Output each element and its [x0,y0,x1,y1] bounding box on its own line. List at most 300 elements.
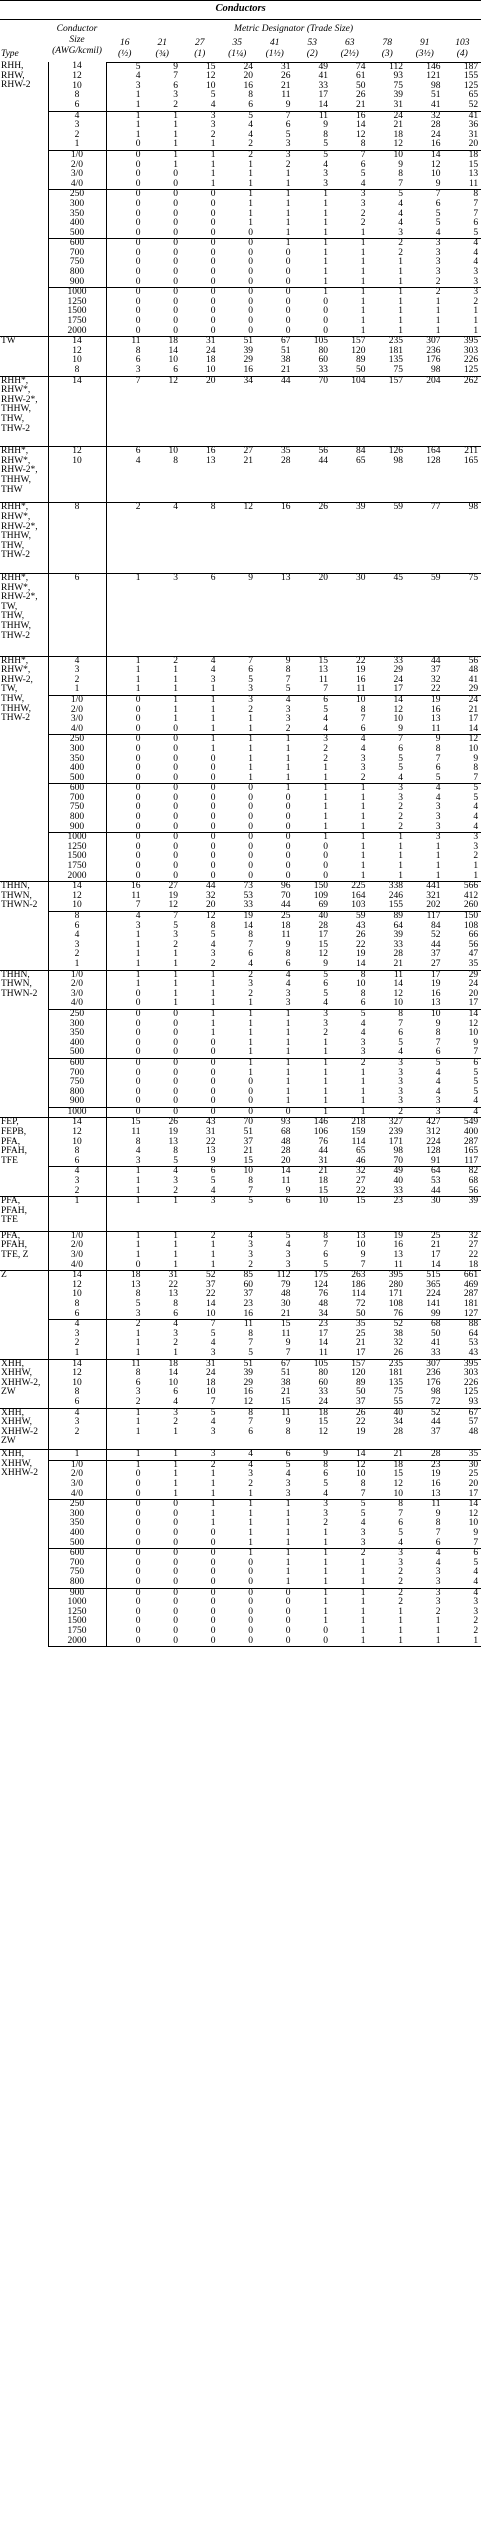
conductor-size-cell: 2/0 [48,980,106,990]
fill-count-cell: 1 [323,276,328,287]
fill-count-cell: 7 [210,1396,216,1407]
fill-count-cell: 0 [173,753,178,764]
fill-count-cell: 1 [144,970,182,980]
fill-count-cell: 11 [131,890,141,901]
fill-count-cell: 0 [181,784,219,794]
conductor-size-cell: 2/0 [48,161,106,171]
table-spacer-row [0,537,481,549]
table-row [0,1048,481,1058]
fill-count-cell: 1 [248,169,253,180]
fill-count-cell: 3 [444,288,481,298]
fill-count-cell: 187 [463,61,479,72]
fill-count-cell: 150 [444,912,481,922]
fill-count-cell: 7 [473,198,479,209]
conductor-type-label: RHH*, [1,502,29,513]
fill-count-cell: 9 [210,1155,216,1166]
conductor-size-cell: 1 [48,140,106,150]
fill-count-cell: 25 [468,1469,479,1480]
fill-count-cell: 2 [173,1338,178,1349]
fill-count-cell: 1 [135,1328,141,1339]
table-row [0,960,481,970]
fill-count-cell: 2 [219,150,257,160]
fill-count-cell: 0 [210,861,216,872]
fill-count-cell: 3 [473,267,479,278]
conductor-size-cell: 1500 [48,1617,106,1627]
fill-count-cell: 1 [181,695,219,705]
fill-count-cell: 1 [398,267,403,278]
fill-count-cell: 4 [135,71,141,82]
conductor-size-cell: 14 [48,1271,106,1281]
trade-size-header: (2) [294,49,332,63]
fill-count-cell: 1 [285,1086,291,1097]
fill-count-cell: 1 [323,1077,328,1088]
fill-count-cell: 4 [473,1577,479,1587]
fill-count-cell: 9 [285,1185,291,1196]
conductor-type-label: XHH, [1,1449,24,1460]
fill-count-cell: 176 [426,355,441,366]
fill-count-cell: 33 [431,1347,441,1358]
table-row [0,1177,481,1187]
fill-count-cell: 0 [173,772,178,783]
empty-fill-cell [106,549,481,561]
fill-count-cell: 0 [248,1597,253,1608]
fill-count-cell: 0 [210,772,216,783]
metric-size-header: 53 [307,37,317,48]
fill-count-cell: 0 [210,1037,216,1048]
table-row [0,685,481,695]
fill-count-cell: 1 [294,288,332,298]
fill-count-cell: 11 [281,1328,291,1339]
fill-count-cell: 14 [468,723,479,734]
fill-count-cell: 16 [256,503,294,513]
fill-count-cell: 29 [393,665,403,676]
fill-count-cell: 2 [473,1616,479,1627]
fill-count-cell: 13 [131,1279,141,1290]
fill-count-cell: 0 [135,998,141,1009]
fill-count-cell: 218 [331,1118,369,1128]
table-spacer-row [0,478,481,490]
fill-count-cell: 0 [135,296,141,307]
fill-count-cell: 23 [294,1320,332,1330]
fill-count-cell: 226 [463,355,479,366]
fill-count-cell: 50 [356,1387,366,1398]
fill-count-cell: 22 [168,1279,178,1290]
fill-count-cell: 0 [173,1625,178,1636]
fill-count-cell: 0 [173,178,178,189]
fill-count-cell: 121 [426,71,441,82]
conductor-type-label: RHW*, [1,511,31,522]
fill-count-cell: 37 [356,1396,366,1407]
table-row [0,121,481,131]
fill-count-cell: 0 [285,325,291,336]
fill-count-cell: 303 [463,1368,479,1379]
fill-count-cell: 3 [323,1018,328,1029]
fill-count-cell: 146 [294,1118,332,1128]
fill-count-cell: 24 [206,345,216,356]
conductor-size-cell: 1750 [48,862,106,872]
metric-size-header: 103 [455,37,470,48]
fill-count-cell: 8 [135,1368,141,1379]
conductor-size-cell: 600 [48,1549,106,1559]
fill-count-cell: 11 [131,1127,141,1138]
fill-count-cell: 2 [181,1460,219,1470]
fill-count-cell: 5 [210,1328,216,1339]
fill-count-cell: 0 [135,870,141,881]
fill-count-cell: 6 [323,1469,328,1480]
fill-count-cell: 34 [219,376,257,386]
fill-count-cell: 0 [173,1528,178,1539]
fill-count-cell: 33 [393,939,403,950]
fill-count-cell: 13 [431,1488,441,1499]
fill-count-cell: 1 [135,949,141,960]
fill-count-cell: 5 [360,1508,366,1519]
fill-count-cell: 1 [323,218,328,229]
fill-count-cell: 1 [294,833,332,843]
fill-count-cell: 4 [144,503,182,513]
fill-count-cell: 3 [210,1426,216,1437]
fill-count-cell: 2 [398,821,403,832]
fill-count-cell: 3 [294,1009,332,1019]
fill-count-cell: 1 [173,674,178,685]
fill-count-cell: 0 [248,276,253,287]
fill-count-cell: 1 [285,1508,291,1519]
fill-count-cell: 33 [318,365,328,375]
fill-count-cell: 1 [144,695,182,705]
fill-count-cell: 3 [398,792,403,803]
fill-count-cell: 1 [294,1058,332,1068]
fill-count-cell: 41 [468,674,479,685]
fill-count-cell: 20 [294,573,332,583]
fill-count-cell: 1 [331,239,369,249]
fill-count-cell: 0 [181,1058,219,1068]
fill-count-cell: 16 [243,365,253,375]
fill-count-cell: 8 [435,1028,441,1039]
fill-count-cell: 5 [256,1460,294,1470]
conductor-type-label: FEPB, [1,1127,27,1138]
fill-count-cell: 3 [398,1067,403,1078]
fill-count-cell: 0 [210,851,216,862]
fill-count-cell: 7 [285,674,291,685]
conductor-type-label: RHW-2*, [1,465,38,476]
fill-count-cell: 159 [351,1127,366,1138]
fill-count-cell: 5 [473,792,479,803]
fill-count-cell: 1 [369,833,407,843]
conductor-type-label: RHW*, [1,665,31,676]
conductor-size-cell: 350 [48,210,106,220]
fill-count-cell: 5 [135,61,141,72]
fill-count-cell: 37 [206,1279,216,1290]
fill-count-cell: 8 [435,743,441,754]
fill-count-cell: 5 [323,139,328,150]
fill-count-cell: 11 [256,1408,294,1418]
fill-count-cell: 60 [318,355,328,366]
fill-count-cell: 15 [468,159,479,170]
fill-count-cell: 5 [331,1009,369,1019]
fill-count-cell: 150 [294,882,332,892]
fill-count-cell: 0 [144,735,182,745]
fill-count-cell: 0 [135,812,141,823]
fill-count-cell: 0 [144,190,182,200]
fill-count-cell: 0 [173,802,178,813]
fill-count-cell: 2 [144,656,182,666]
fill-count-cell: 6 [294,695,332,705]
fill-count-cell: 22 [431,684,441,695]
fill-count-cell: 165 [463,455,479,466]
fill-count-cell: 43 [356,920,366,931]
fill-count-cell: 76 [318,1136,328,1147]
fill-count-cell: 36 [468,120,479,131]
fill-count-cell: 287 [463,1289,479,1300]
fill-count-cell: 1 [473,870,479,881]
conductor-size-cell: 12 [48,1369,106,1379]
conductor-size-cell: 400 [48,1529,106,1539]
fill-count-cell: 0 [323,861,328,872]
conductor-type-label: THHW, [1,404,31,415]
fill-count-cell: 4 [210,665,216,676]
fill-count-cell: 2 [398,802,403,813]
conductor-type-label: PFA, [1,1196,21,1207]
fill-count-cell: 0 [181,239,219,249]
fill-count-cell: 1 [435,1625,441,1636]
fill-count-cell: 65 [356,1146,366,1157]
table-row [0,774,481,784]
fill-count-cell: 114 [351,1136,366,1147]
table-row [0,91,481,101]
fill-count-cell: 3 [435,247,441,258]
fill-count-cell: 0 [106,150,144,160]
fill-count-cell: 1 [323,802,328,813]
fill-count-cell: 0 [173,1067,178,1078]
fill-count-cell: 4 [135,1146,141,1157]
fill-count-cell: 1 [398,1625,403,1636]
fill-count-cell: 5 [323,704,328,715]
fill-count-cell: 321 [426,890,441,901]
fill-count-cell: 27 [431,958,441,969]
fill-count-cell: 4 [444,1588,481,1598]
fill-count-cell: 9 [285,1417,291,1428]
fill-count-cell: 0 [135,1577,141,1587]
fill-count-cell: 30 [331,573,369,583]
fill-count-cell: 3 [248,1250,253,1260]
fill-count-cell: 0 [210,1528,216,1539]
fill-count-cell: 0 [173,1557,178,1568]
conductor-type-cell [0,62,48,337]
fill-count-cell: 1 [323,1597,328,1608]
empty-fill-cell [106,386,481,398]
fill-count-cell: 0 [173,812,178,823]
fill-count-cell: 10 [393,714,403,725]
fill-count-cell: 0 [181,833,219,843]
fill-count-cell: 0 [173,763,178,774]
fill-count-cell: 1 [173,139,178,150]
conductor-size-cell: 2/0 [48,1470,106,1480]
fill-count-cell: 1 [285,1577,291,1587]
fill-count-cell: 16 [106,882,144,892]
fill-count-cell: 14 [406,150,444,160]
conductor-type-label: PFA, [1,1230,21,1241]
fill-count-cell: 157 [369,376,407,386]
fill-count-cell: 1 [323,1606,328,1617]
fill-count-cell: 0 [210,1625,216,1636]
fill-count-cell: 48 [281,1289,291,1300]
conductor-type-label: XHHW, [1,1458,33,1469]
fill-count-cell: 0 [210,276,216,287]
table-body [0,1,481,1647]
fill-count-cell: 1 [219,1009,257,1019]
fill-count-cell: 75 [393,1387,403,1398]
fill-count-cell: 39 [444,1197,481,1207]
fill-count-cell: 3 [323,169,328,180]
fill-count-cell: 0 [144,1637,182,1647]
fill-count-cell: 0 [181,1107,219,1118]
fill-count-cell: 1 [323,1047,328,1058]
fill-count-cell: 1 [219,1058,257,1068]
conductor-type-label: THWN-2 [1,988,38,999]
fill-count-cell: 2 [248,988,253,999]
conductor-size-cell: 2 [48,1187,106,1197]
fill-count-cell: 1 [135,90,141,101]
fill-count-cell: 12 [431,159,441,170]
conductor-type-label: FEP, [1,1117,19,1128]
fill-count-cell: 10 [356,1240,366,1251]
conductor-type-label: RHW*, [1,455,31,466]
conductor-type-cell [0,656,48,882]
fill-count-cell: 0 [173,821,178,832]
fill-count-cell: 1 [173,665,178,676]
conductor-size-cell: 4/0 [48,1261,106,1271]
fill-count-cell: 1 [360,1625,366,1636]
fill-count-cell: 1 [360,1086,366,1097]
fill-count-cell: 1 [323,257,328,268]
fill-count-cell: 47 [468,949,479,960]
fill-count-cell: 26 [356,930,366,941]
fill-count-cell: 112 [389,61,403,72]
fill-count-cell: 0 [285,870,291,881]
conductor-size-cell: 12 [48,347,106,357]
table-row [0,1637,481,1647]
fill-count-cell: 7 [435,1037,441,1048]
fill-count-cell: 9 [256,656,294,666]
fill-count-cell: 0 [173,296,178,307]
fill-count-cell: 8 [173,1146,178,1157]
fill-count-cell: 12 [318,1426,328,1437]
fill-count-cell: 13 [331,1231,369,1241]
fill-count-cell: 4 [181,656,219,666]
fill-count-cell: 5 [398,753,403,764]
fill-count-cell: 32 [206,890,216,901]
fill-count-cell: 0 [106,735,144,745]
table-spacer-row [0,584,481,596]
fill-count-cell: 181 [388,1368,403,1379]
fill-count-cell: 1 [248,1037,253,1048]
fill-count-cell: 1 [285,1067,291,1078]
fill-count-cell: 0 [181,1588,219,1598]
fill-count-cell: 0 [173,1508,178,1519]
fill-count-cell: 0 [294,1637,332,1647]
fill-count-cell: 8 [294,1460,332,1470]
fill-count-cell: 3 [135,1308,141,1319]
fill-count-cell: 4 [106,912,144,922]
fill-count-cell: 2 [106,1320,144,1330]
fill-count-cell: 20 [206,900,216,911]
fill-count-cell: 0 [173,723,178,734]
fill-count-cell: 4 [398,198,403,209]
fill-count-cell: 11 [431,723,441,734]
table-row [0,356,481,366]
fill-count-cell: 0 [248,227,253,238]
fill-count-cell: 1 [285,198,291,209]
fill-count-cell: 41 [431,1338,441,1349]
fill-count-cell: 6 [435,198,441,209]
conductor-type-label: RHW*, [1,582,31,593]
fill-count-cell: 0 [210,218,216,229]
fill-count-cell: 48 [468,665,479,676]
fill-count-cell: 3 [435,821,441,832]
fill-count-cell: 24 [206,1368,216,1379]
fill-count-cell: 8 [248,930,253,941]
fill-count-cell: 7 [248,1417,253,1428]
conductor-type-label: THW-2 [1,713,31,724]
fill-count-cell: 21 [281,1387,291,1398]
fill-count-cell: 0 [219,784,257,794]
fill-count-cell: 2 [285,159,291,170]
fill-count-cell: 31 [144,1271,182,1281]
fill-count-cell: 35 [256,447,294,457]
fill-count-cell: 21 [393,958,403,969]
fill-count-cell: 1 [210,1508,216,1519]
fill-count-cell: 114 [351,1289,366,1300]
fill-count-cell: 1 [210,159,216,170]
fill-count-cell: 1 [135,129,141,140]
fill-count-cell: 0 [144,1058,182,1068]
fill-count-cell: 0 [135,1616,141,1627]
table-row [0,1310,481,1320]
conductor-size-cell: 500 [48,229,106,239]
fill-count-cell: 400 [463,1127,479,1138]
conductor-size-cell: 900 [48,823,106,833]
fill-count-cell: 56 [294,447,332,457]
fill-count-cell: 0 [135,1567,141,1578]
fill-count-cell: 60 [318,1377,328,1388]
fill-count-cell: 441 [406,882,444,892]
fill-count-cell: 3 [181,1450,219,1461]
table-row [0,82,481,92]
fill-count-cell: 1 [473,325,479,336]
empty-size-cell [48,644,106,657]
fill-count-cell: 1 [256,784,294,794]
fill-count-cell: 13 [468,169,479,180]
fill-count-cell: 175 [294,1271,332,1281]
fill-count-cell: 65 [468,90,479,101]
fill-count-cell: 0 [256,288,294,298]
fill-count-cell: 8 [398,169,403,180]
conductor-size-cell: 900 [48,278,106,288]
fill-count-cell: 287 [463,1136,479,1147]
fill-count-cell: 1 [285,1557,291,1568]
fill-count-cell: 2 [398,1577,403,1587]
fill-count-cell: 3 [435,812,441,823]
fill-count-cell: 1 [106,573,144,583]
fill-count-cell: 3 [181,1197,219,1207]
fill-count-cell: 1 [285,1096,291,1107]
fill-count-cell: 26 [294,503,332,513]
empty-size-cell [48,478,106,490]
fill-count-cell: 25 [256,912,294,922]
fill-count-cell: 1 [323,1577,328,1587]
conductor-type-label: THHW, [1,620,31,631]
fill-count-cell: 1 [210,1259,216,1270]
table-spacer-row [0,561,481,574]
